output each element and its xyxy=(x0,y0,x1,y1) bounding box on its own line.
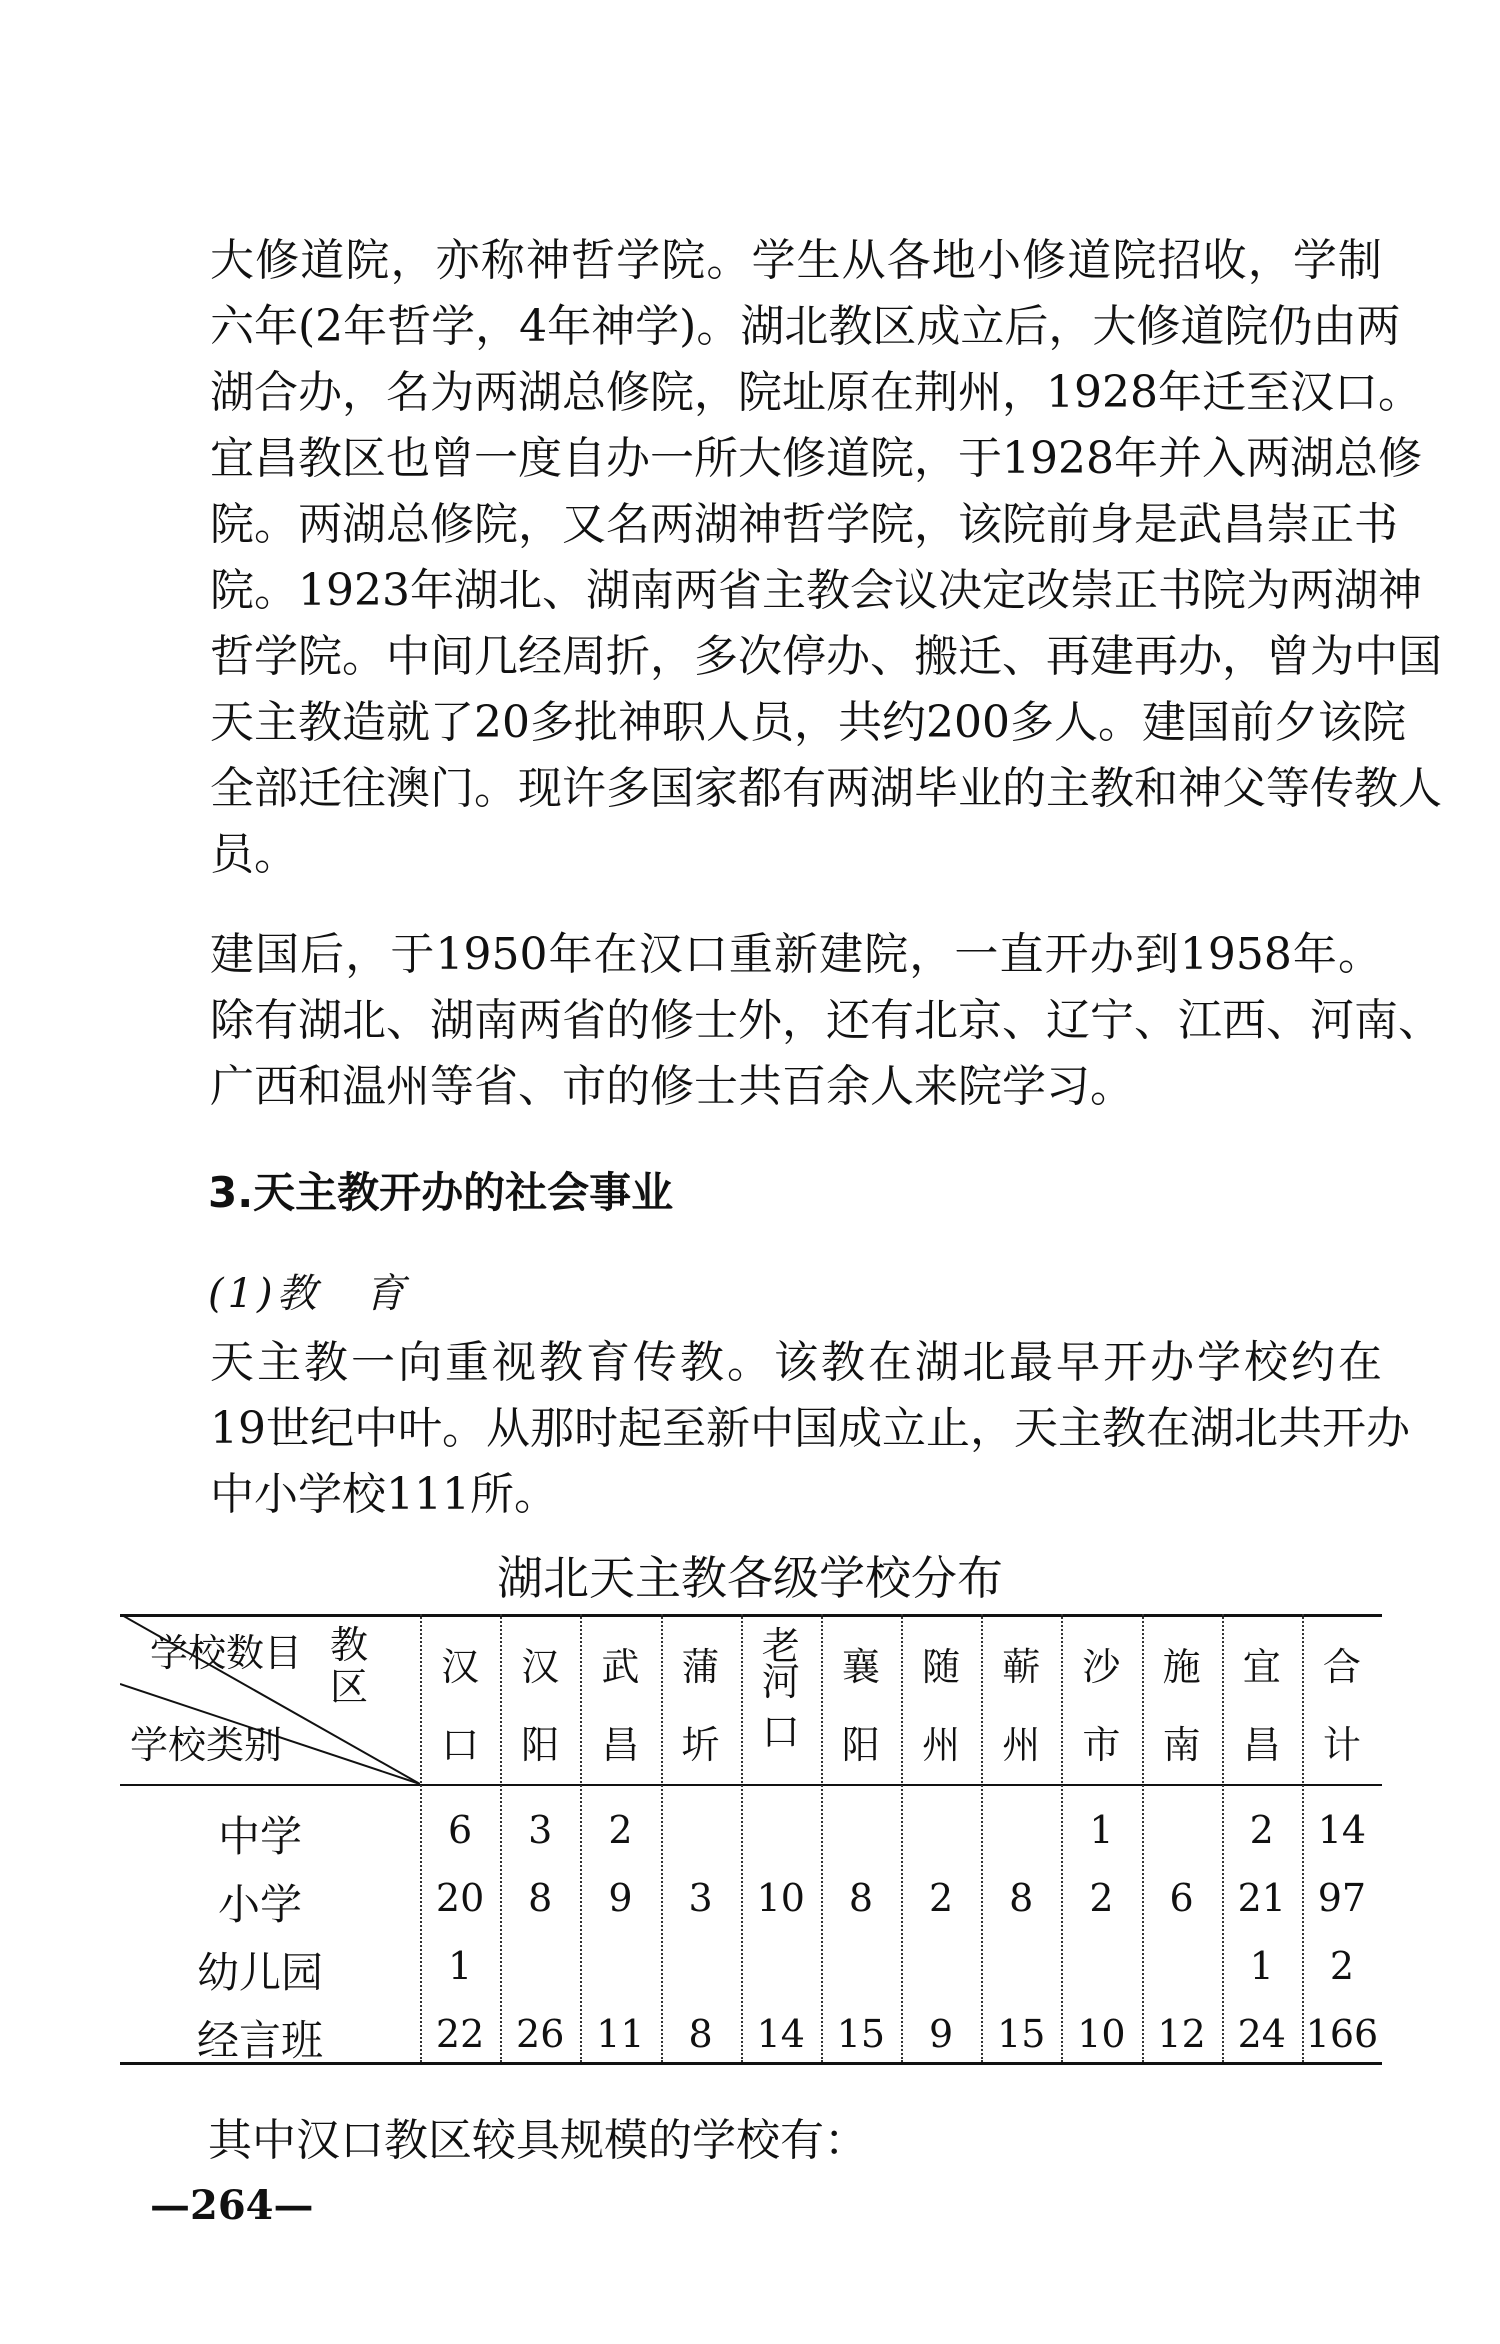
table-cell: 3 xyxy=(528,1808,553,1852)
paragraph-education xyxy=(120,1330,1410,1528)
column-header xyxy=(420,1628,500,1784)
column-header xyxy=(741,1624,821,1754)
column-header xyxy=(1302,1628,1382,1784)
column-header-char: 州 xyxy=(922,1723,961,1767)
column-header-char: 计 xyxy=(1322,1723,1361,1767)
table-cell: 97 xyxy=(1317,1876,1367,1920)
column-header-char: 汉 xyxy=(441,1645,480,1689)
column-header-char: 武 xyxy=(601,1645,640,1689)
column-header-char: 阳 xyxy=(521,1723,560,1767)
table-cell: 20 xyxy=(435,1876,485,1920)
table-cell: 2 xyxy=(1329,1944,1355,1988)
text-line: 19世纪中叶。从那时起至新中国成立止，天主教在湖北共开办 xyxy=(210,1403,1410,1454)
paragraph-after-founding xyxy=(120,922,1442,1120)
table-cell: 8 xyxy=(688,2012,713,2056)
table-cell: 14 xyxy=(1317,1808,1367,1852)
row-label: 中学 xyxy=(217,1812,302,1861)
column-header xyxy=(1061,1628,1141,1784)
table-cell: 6 xyxy=(447,1808,473,1852)
column-header xyxy=(901,1628,981,1784)
table-cell: 2 xyxy=(1249,1808,1274,1852)
text-line: 院。两湖总修院，又名两湖神哲学院，该院前身是武昌崇正书 xyxy=(210,499,1398,550)
table-title: 湖北天主教各级学校分布 xyxy=(497,1551,1003,1605)
table-cell: 9 xyxy=(608,1876,633,1920)
text-line: 宜昌教区也曾一度自办一所大修道院，于1928年并入两湖总修 xyxy=(210,433,1422,484)
column-header-char: 沙 xyxy=(1082,1645,1121,1689)
text-line: 广西和温州等省、市的修士共百余人来院学习。 xyxy=(210,1061,1134,1112)
table-cell: 166 xyxy=(1305,2012,1379,2056)
column-header xyxy=(500,1628,580,1784)
column-header-char: 市 xyxy=(1082,1723,1121,1767)
text-line: 中小学校111所。 xyxy=(210,1469,558,1520)
column-header-char: 阳 xyxy=(841,1723,880,1767)
corner-region-label: 教区 xyxy=(330,1623,369,1709)
table-cell: 14 xyxy=(756,2012,805,2056)
column-header xyxy=(981,1628,1061,1784)
table-cell: 10 xyxy=(1077,2012,1126,2056)
table-cell: 24 xyxy=(1237,2012,1286,2056)
column-header-char: 宜 xyxy=(1242,1645,1281,1689)
table-cell: 11 xyxy=(596,2012,645,2056)
table-cell: 2 xyxy=(929,1876,954,1920)
column-header-char: 施 xyxy=(1162,1645,1201,1689)
table-cell: 8 xyxy=(848,1876,874,1920)
table-cell: 15 xyxy=(836,2012,886,2056)
table-cell: 9 xyxy=(929,2012,954,2056)
column-header-char: 圻 xyxy=(681,1723,720,1767)
table-cell: 1 xyxy=(1249,1944,1274,1988)
text-line: 湖合办，名为两湖总修院，院址原在荆州，1928年迁至汉口。 xyxy=(210,367,1422,418)
row-label: 经言班 xyxy=(196,2016,323,2065)
table-cell: 1 xyxy=(1089,1808,1114,1852)
column-header-char: 蒲 xyxy=(681,1645,720,1689)
text-line: 六年(2年哲学，4年神学)。湖北教区成立后，大修道院仍由两 xyxy=(210,301,1401,352)
table-cell: 2 xyxy=(1089,1876,1114,1920)
paragraph-major-seminary xyxy=(120,228,1442,888)
table-cell: 12 xyxy=(1157,2012,1206,2056)
text-line: 哲学院。中间几经周折，多次停办、搬迁、再建再办，曾为中国 xyxy=(210,631,1442,682)
section-heading: 3.天主教开办的社会事业 xyxy=(208,1168,674,1217)
column-header xyxy=(661,1628,741,1784)
column-header-char: 昌 xyxy=(1242,1723,1281,1767)
table-cell: 22 xyxy=(435,2012,485,2056)
column-header-char: 口 xyxy=(761,1710,800,1754)
column-header xyxy=(821,1628,901,1784)
table-cell: 6 xyxy=(1169,1876,1194,1920)
text-line: 院。1923年湖北、湖南两省主教会议决定改崇正书院为两湖神 xyxy=(210,565,1422,616)
text-line: 全部迁往澳门。现许多国家都有两湖毕业的主教和神父等传教人 xyxy=(210,763,1442,814)
page-number: —264— xyxy=(150,2182,314,2229)
column-header xyxy=(580,1628,660,1784)
column-header-char: 昌 xyxy=(601,1723,640,1767)
table-cell: 15 xyxy=(997,2012,1046,2056)
table-cell: 21 xyxy=(1237,1876,1286,1920)
table-cell: 26 xyxy=(516,2012,565,2056)
column-header xyxy=(1142,1628,1222,1784)
column-header-char: 河 xyxy=(761,1660,800,1704)
text-line: 天主教造就了20多批神职人员，共约200多人。建国前夕该院 xyxy=(210,697,1406,748)
corner-category-label: 学校类别 xyxy=(130,1723,283,1767)
table-cell: 8 xyxy=(1009,1876,1034,1920)
column-header-char: 老 xyxy=(761,1624,800,1668)
column-header-char: 汉 xyxy=(521,1645,560,1689)
table-cell: 3 xyxy=(688,1876,713,1920)
column-header xyxy=(1222,1628,1302,1784)
column-header-char: 口 xyxy=(441,1723,480,1767)
text-line: 员。 xyxy=(210,829,298,880)
column-header-char: 南 xyxy=(1162,1723,1201,1767)
corner-count-label: 学校数目 xyxy=(150,1631,303,1675)
column-header-char: 随 xyxy=(922,1645,961,1689)
subheading-education: (1)教 育 xyxy=(208,1271,409,1317)
table-cell: 10 xyxy=(756,1876,805,1920)
text-line: 天主教一向重视教育传教。该教在湖北最早开办学校约在 xyxy=(210,1337,1382,1388)
column-header-char: 蕲 xyxy=(1002,1645,1041,1689)
column-header-char: 襄 xyxy=(841,1645,880,1689)
table-cell: 1 xyxy=(447,1944,473,1988)
row-label: 幼儿园 xyxy=(196,1948,323,1997)
column-header-char: 合 xyxy=(1322,1645,1361,1689)
row-label: 小学 xyxy=(217,1880,302,1929)
text-line: 建国后，于1950年在汉口重新建院，一直开办到1958年。 xyxy=(210,929,1382,980)
column-header-char: 州 xyxy=(1002,1723,1041,1767)
after-table-text: 其中汉口教区较具规模的学校有： xyxy=(208,2115,868,2166)
text-line: 大修道院，亦称神哲学院。学生从各地小修道院招收，学制 xyxy=(210,235,1382,286)
table-cell: 2 xyxy=(608,1808,633,1852)
text-line: 除有湖北、湖南两省的修士外，还有北京、辽宁、江西、河南、 xyxy=(210,995,1442,1046)
table-cell: 8 xyxy=(528,1876,553,1920)
